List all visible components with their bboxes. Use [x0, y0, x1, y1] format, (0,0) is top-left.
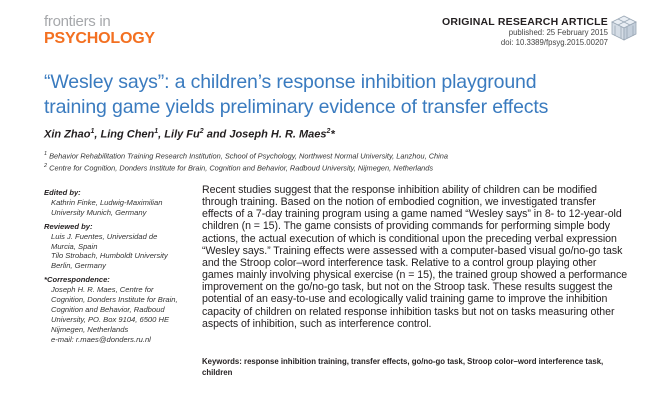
corresponding-mark: * [330, 128, 335, 141]
edited-by [44, 198, 192, 218]
correspondence-line: University, PO. Box 9104, 6500 HE [51, 314, 170, 324]
abstract-line: “Wesley says.” Training effects were assessed with a computer-based visual go/no-go task [202, 244, 623, 257]
keywords-label: Keywords: [202, 357, 242, 366]
affiliations [44, 149, 448, 174]
correspondence-line: Joseph H. R. Maes, Centre for [51, 285, 154, 295]
author-3-affil: 2 [199, 128, 204, 135]
abstract [202, 184, 632, 330]
keywords-line-2: children [202, 367, 233, 377]
abstract-line: capacity of children on related response inhibition tasks but not on tasks measuring other [202, 305, 615, 318]
reviewer-line: Tilo Strobach, Humboldt University [51, 251, 168, 261]
journal-logo-line1: frontiers in [44, 13, 111, 30]
paper-title [44, 70, 624, 120]
author-list: Xin Zhao$^1$, Ling Chen$^1$, Lily Fu$^2$ and Joseph H. R. Maes$^2$* [44, 128, 335, 141]
abstract-line: children (n = 15). The game consists of providing commands for performing simple body [202, 220, 611, 233]
abstract-line: actions, the actual execution of which is conditional upon the preceding verbal expression [202, 232, 617, 245]
abstract-line: Recent studies suggest that the response inhibition ability of children can be modified [202, 184, 597, 196]
author-2[interactable]: Ling Chen [100, 128, 155, 141]
reviewed-by-label: Reviewed by: [44, 221, 93, 231]
article-type: ORIGINAL RESEARCH ARTICLE [441, 16, 608, 28]
reviewed-by [44, 232, 192, 272]
reviewer-line: Berlin, Germany [51, 261, 106, 271]
correspondence-label: *Correspondence: [44, 275, 110, 285]
correspondence-line: Cognition and Behavior, Radboud [51, 304, 165, 314]
abstract-line: games mainly involving physical exercise (n = 15), the trained group showed a performance [202, 269, 628, 282]
abstract-line: potential of an easy-to-use and ecologically valid training game to improve the inhibition [202, 293, 608, 306]
author-4[interactable]: Joseph H. R. Maes [229, 128, 327, 141]
published-date: published: 25 February 2015 [508, 28, 608, 37]
affiliation-2: $^2$ Centre for Cognition, Donders Institute for Brain, Cognition and Behavior, Radboud University, Nijmegen, Netherlands [44, 163, 434, 173]
reviewer-line: Murcia, Spain [51, 241, 98, 251]
title-line-2: training game yields preliminary evidence of transfer effects [44, 96, 549, 118]
journal-cube-icon [608, 10, 640, 42]
editor-line: University Munich, Germany [51, 207, 147, 217]
affiliation-1: $^1$ Behavior Rehabilitation Training Research Institution, School of Psychology, Northwest Normal University, Lanzhou, China [44, 151, 449, 161]
journal-logo-line2: PSYCHOLOGY [44, 30, 155, 47]
abstract-line: aspects of inhibition, such as interference control. [202, 317, 432, 330]
keywords [202, 357, 632, 378]
reviewer-line: Luis J. Fuentes, Universidad de [51, 231, 158, 241]
author-3[interactable]: Lily Fu [164, 128, 200, 141]
correspondence-email[interactable]: e-mail: r.maes@donders.ru.nl [51, 334, 151, 344]
editor-line: Kathrin Finke, Ludwig-Maximilian [51, 197, 163, 207]
author-1-affil: 1 [90, 128, 95, 135]
abstract-line: effects of a 7-day training program using a game named “Wesley says” in 8- to 12-year-old [202, 208, 622, 221]
abstract-line: and the Stroop color–word interference task. Relative to a control group playing other [202, 256, 597, 269]
edited-by-label: Edited by: [44, 188, 81, 197]
correspondence-line: Cognition, Donders Institute for Brain, [51, 295, 178, 305]
keywords-line-1: response inhibition training, transfer effects, go/no-go task, Stroop color–word interference task, [244, 357, 604, 366]
doi: doi: 10.3389/fpsyg.2015.00207 [500, 37, 608, 47]
correspondence [44, 285, 192, 344]
author-1[interactable]: Xin Zhao [44, 128, 91, 141]
article-meta [442, 16, 608, 47]
abstract-line: improvement on the go/no-go task, but not on the Stroop task. These results suggest the [202, 281, 613, 294]
author-2-affil: 1 [154, 128, 159, 135]
title-line-1: “Wesley says”: a children’s response inhibition playground [44, 71, 537, 93]
author-4-affil: 2 [326, 128, 331, 135]
abstract-line: through training. Based on the notion of embodied cognition, we investigated transfer [202, 196, 596, 209]
correspondence-line: Nijmegen, Netherlands [51, 324, 129, 334]
editorial-sidebar [44, 188, 192, 345]
author-and: and [206, 128, 227, 141]
